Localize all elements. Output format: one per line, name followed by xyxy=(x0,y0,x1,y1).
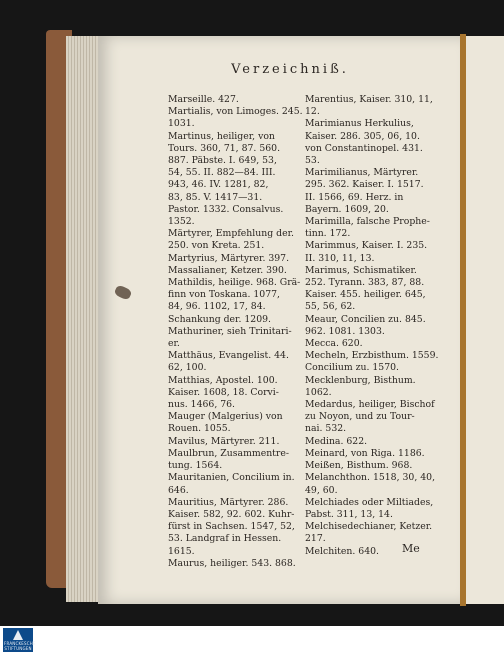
index-entry-line: 84, 96. 1102, 17, 84. xyxy=(168,301,266,313)
index-entry-line: 55, 56, 62. xyxy=(305,301,356,313)
index-entry-line: Pastor. 1332. Consalvus. xyxy=(168,203,284,215)
index-entry-line: 295. 362. Kaiser. I. 1517. xyxy=(305,179,424,191)
index-entry-line: Marentius, Kaiser. 310, 11, xyxy=(305,94,433,105)
index-entry-line: Kaiser. 286. 305, 06, 10. xyxy=(305,130,420,142)
index-entry-line: 962. 1081. 1303. xyxy=(305,325,385,337)
index-entry-line: Melchiten. 640. xyxy=(305,545,379,557)
index-entry-line: II. 1566, 69. Herz. in xyxy=(305,191,404,203)
index-entry-line: Martyrius, Märtyrer. 397. xyxy=(168,252,290,264)
index-entry-line: 943, 46. IV. 1281, 82, xyxy=(168,179,269,191)
index-entry-line: Kaiser. 582, 92. 602. Kuhr- xyxy=(168,508,295,520)
index-entry-line: Mauritius, Märtyrer. 286. xyxy=(168,496,289,508)
index-entry-line: 646. xyxy=(168,484,189,496)
index-entry-line: 83, 85. V. 1417—31. xyxy=(168,191,263,203)
index-entry-line: Martialis, von Limoges. 245. xyxy=(168,106,303,118)
index-column-right xyxy=(305,94,439,558)
index-entry-line: Mecca. 620. xyxy=(305,338,363,350)
index-entry-line: Medardus, heiliger, Bischof xyxy=(305,399,435,411)
index-entry-line: Marimilianus, Märtyrer. xyxy=(305,167,419,179)
index-entry-line: tinn. 172. xyxy=(305,228,351,240)
index-entry-line: Bayern. 1609, 20. xyxy=(305,203,389,215)
index-entry-line: 217. xyxy=(305,533,326,545)
index-column-left xyxy=(168,94,302,570)
index-entry-line: nai. 532. xyxy=(305,423,347,435)
index-entry-line: Märtyrer, Empfehlung der. xyxy=(168,228,294,240)
index-entry-line: Meißen, Bisthum. 968. xyxy=(305,460,413,472)
index-entry-line: Schankung der. 1209. xyxy=(168,313,272,325)
index-entry-line: 12. xyxy=(305,106,320,118)
index-entry-line: Mavilus, Märtyrer. 211. xyxy=(168,435,280,447)
index-entry-line: Massalianer, Ketzer. 390. xyxy=(168,264,287,276)
index-entry-line: 252. Tyrann. 383, 87, 88. xyxy=(305,277,425,289)
logo-text: FRANCKESCHE STIFTUNGEN xyxy=(4,641,36,651)
index-entry-line: Kaiser. 1608, 18. Corvi- xyxy=(168,386,279,398)
index-entry-line: Mauritanien, Concilium in. xyxy=(168,472,295,484)
index-entry-line: 53. Landgraf in Hessen. xyxy=(168,533,282,545)
index-entry-line: Pabst. 311, 13, 14. xyxy=(305,508,393,520)
index-entry-line: 53. xyxy=(305,155,320,167)
index-entry-line: Meinard, von Riga. 1186. xyxy=(305,447,425,459)
index-entry-line: Medina. 622. xyxy=(305,435,368,447)
index-entry-line: Matthias, Apostel. 100. xyxy=(168,374,278,386)
index-entry-line: 1031. xyxy=(168,118,195,130)
index-entry-line: Tours. 360, 71, 87. 560. xyxy=(168,142,281,154)
page-title: Verzeichniß. xyxy=(231,62,349,77)
tower-icon xyxy=(13,630,23,640)
index-entry-line: Maurus, heiliger. 543. 868. xyxy=(168,557,296,569)
index-entry-line: 62, 100. xyxy=(168,362,207,374)
index-entry-line: Melanchthon. 1518, 30, 40, xyxy=(305,472,436,484)
index-entry-line: Marimilla, falsche Prophe- xyxy=(305,216,430,228)
index-entry-line: Marimmus, Kaiser. I. 235. xyxy=(305,240,428,252)
index-entry-line: er. xyxy=(168,338,180,350)
index-entry-line: 49, 60. xyxy=(305,484,338,496)
catchword: Me xyxy=(402,542,420,555)
index-entry-line: Marseille. 427. xyxy=(168,94,239,105)
index-entry-line: Mathuriner, sieh Trinitari- xyxy=(168,325,292,337)
index-entry-line: Rouen. 1055. xyxy=(168,423,231,435)
index-entry-line: Meaur, Concilien zu. 845. xyxy=(305,313,426,325)
page-edges xyxy=(66,36,102,602)
index-entry-line: Matthäus, Evangelist. 44. xyxy=(168,350,289,362)
index-entry-line: 54, 55. II. 882—84. III. xyxy=(168,167,276,179)
library-logo[interactable] xyxy=(3,628,36,652)
index-entry-line: zu Noyon, und zu Tour- xyxy=(305,411,415,423)
index-entry-line: Maulbrun, Zusammentre- xyxy=(168,447,290,459)
index-entry-line: Concilium zu. 1570. xyxy=(305,362,399,374)
index-entry-line: Melchisedechianer, Ketzer. xyxy=(305,521,433,533)
index-entry-line: 1062. xyxy=(305,386,332,398)
index-entry-line: Martinus, heiliger, von xyxy=(168,130,275,142)
index-entry-line: Marimus, Schismatiker. xyxy=(305,264,417,276)
index-entry-line: von Constantinopel. 431. xyxy=(305,142,423,154)
index-entry-line: 1352. xyxy=(168,216,195,228)
index-entry-line: fürst in Sachsen. 1547, 52, xyxy=(168,521,295,533)
footer-strip xyxy=(0,626,504,654)
index-entry-line: Mathildis, heilige. 968. Grä- xyxy=(168,277,301,289)
index-entry-line: 887. Päbste. I. 649, 53, xyxy=(168,155,277,167)
index-entry-line: Mecheln, Erzbisthum. 1559. xyxy=(305,350,439,362)
index-entry-line: Marimianus Herkulius, xyxy=(305,118,414,130)
index-entry-line: Melchiades oder Miltiades, xyxy=(305,496,434,508)
index-entry-line: II. 310, 11, 13. xyxy=(305,252,375,264)
index-entry-line: nus. 1466, 76. xyxy=(168,399,236,411)
index-entry-line: 1615. xyxy=(168,545,195,557)
facing-page xyxy=(466,36,504,604)
index-entry-line: Mecklenburg, Bisthum. xyxy=(305,374,416,386)
index-entry-line: Mauger (Malgerius) von xyxy=(168,411,283,423)
index-entry-line: Kaiser. 455. heiliger. 645, xyxy=(305,289,426,301)
index-entry-line: tung. 1564. xyxy=(168,460,223,472)
index-entry-line: 250. von Kreta. 251. xyxy=(168,240,265,252)
index-entry-line: finn von Toskana. 1077, xyxy=(168,289,281,301)
